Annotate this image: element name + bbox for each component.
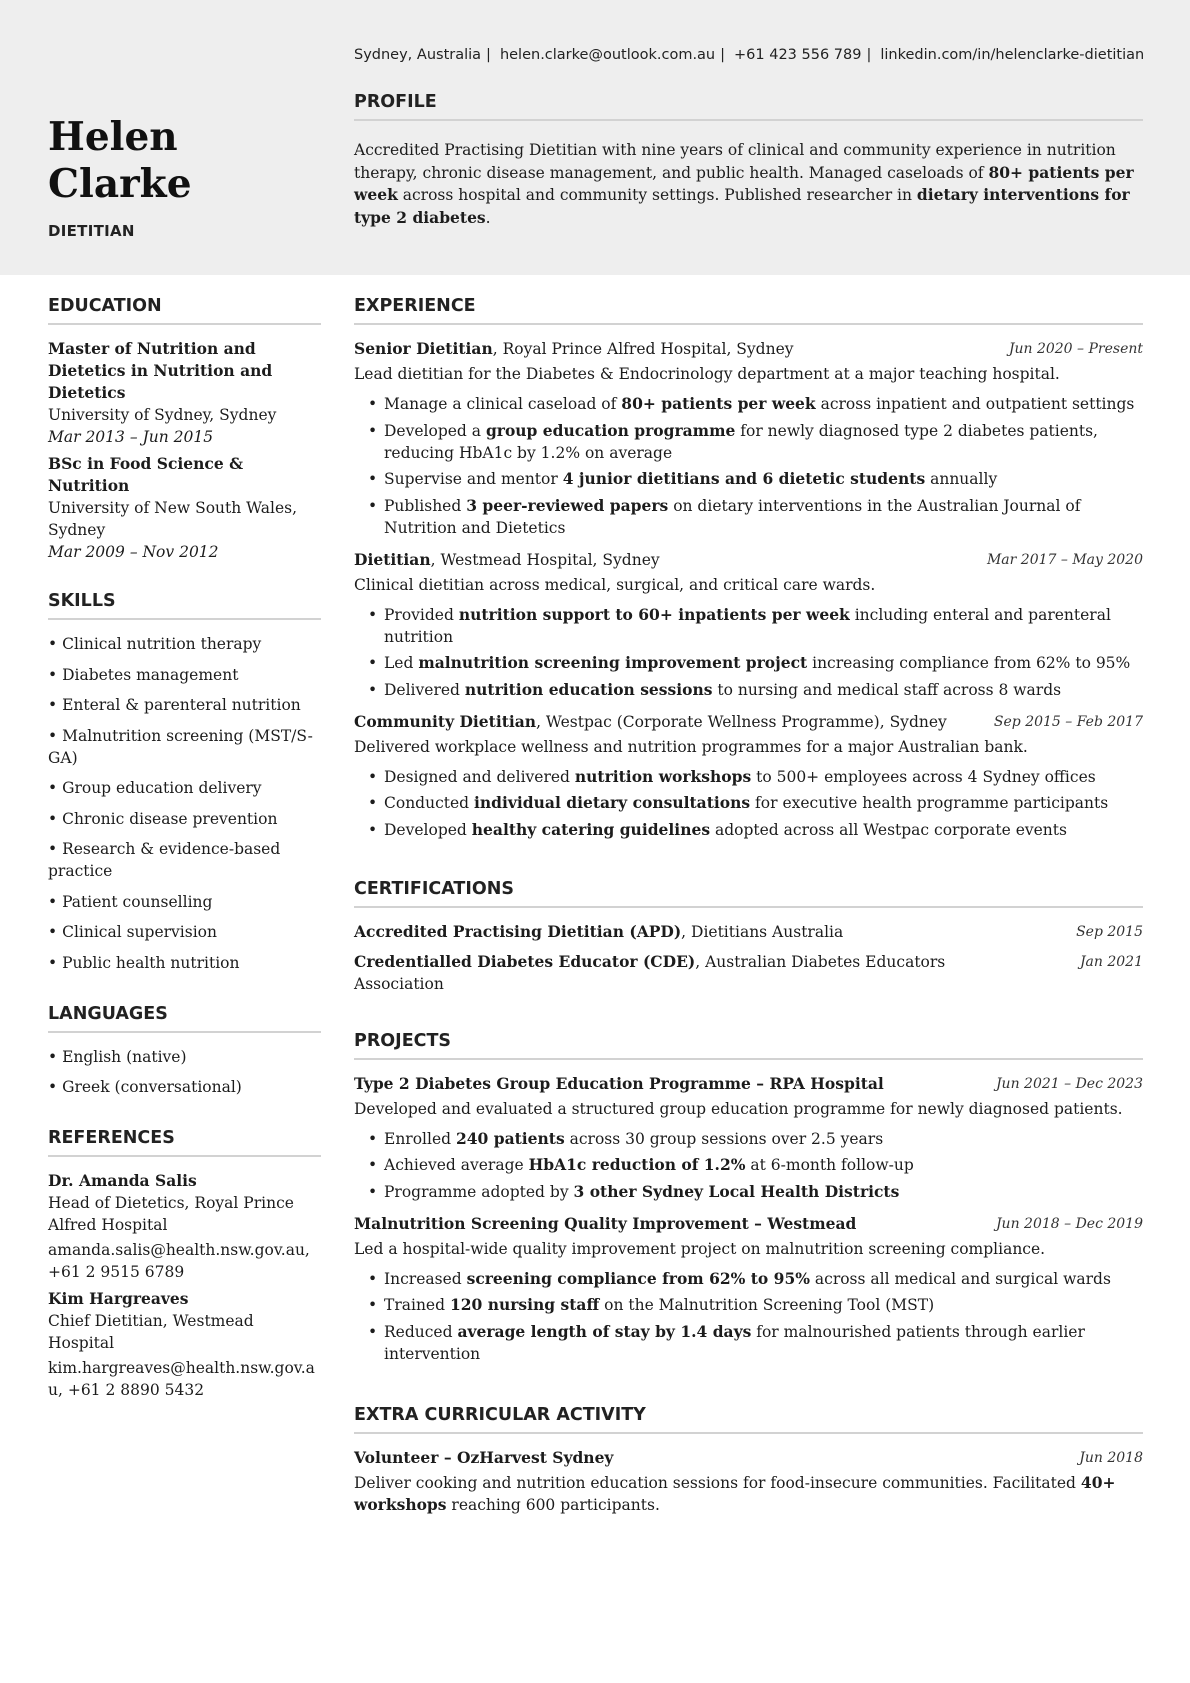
section-title-projects: PROJECTS bbox=[354, 1031, 1143, 1060]
text-run: on the Malnutrition Screening Tool (MST) bbox=[599, 1296, 935, 1314]
certification-entry bbox=[354, 921, 1143, 943]
job-dates: Sep 2015 – Feb 2017 bbox=[993, 713, 1143, 730]
certification-date: Jan 2021 bbox=[1079, 953, 1143, 970]
bullet-item bbox=[368, 679, 1143, 701]
job-dates: Jun 2020 – Present bbox=[1008, 341, 1143, 357]
contact-email[interactable]: helen.clarke@outlook.com.au bbox=[499, 47, 716, 63]
job-description: Delivered workplace wellness and nutrition programmes for a major Australian bank. bbox=[354, 737, 1028, 756]
contact-phone[interactable]: +61 423 556 789 bbox=[734, 47, 862, 63]
text-run: across hospital and community settings. Published researcher in bbox=[397, 186, 917, 204]
contact-location: Sydney, Australia bbox=[354, 47, 482, 63]
languages-section bbox=[48, 1004, 321, 1099]
experience-list bbox=[354, 338, 1143, 841]
bullet-item bbox=[368, 819, 1143, 841]
skills-list bbox=[48, 633, 321, 974]
highlight-text: HbA1c reduction of 1.2% bbox=[528, 1155, 746, 1174]
education-degree: Master of Nutrition and Dietetics in Nutrition and Dietetics bbox=[48, 339, 273, 402]
text-run: Developed a bbox=[384, 421, 486, 440]
education-list bbox=[48, 338, 321, 563]
highlight-text: nutrition education sessions bbox=[464, 679, 713, 699]
highlight-text: 120 nursing staff bbox=[449, 1295, 600, 1314]
text-run: Trained bbox=[384, 1296, 450, 1314]
certification-issuer: , Dietitians Australia bbox=[681, 922, 844, 941]
text-run: Led bbox=[384, 654, 419, 672]
certifications-section bbox=[354, 879, 1143, 995]
bullet-list bbox=[368, 1128, 1143, 1203]
contact-separator: | bbox=[866, 47, 872, 63]
section-title-extracurricular: EXTRA CURRICULAR ACTIVITY bbox=[354, 1405, 1143, 1434]
entry-header bbox=[354, 549, 1143, 571]
reference-position: Head of Dietetics, Royal Prince Alfred Hospital bbox=[48, 1194, 294, 1234]
text-run: adopted across all Westpac corporate events bbox=[710, 820, 1067, 839]
contact-separator: | bbox=[720, 47, 726, 63]
contact-separator: | bbox=[486, 47, 491, 63]
activity-description bbox=[354, 1472, 1143, 1516]
profile-section bbox=[354, 92, 1143, 229]
contact-line bbox=[354, 47, 1144, 63]
language-item: • English (native) bbox=[48, 1046, 321, 1068]
project-header bbox=[354, 1213, 1143, 1235]
text-run: Reduced bbox=[384, 1322, 458, 1341]
education-school: University of New South Wales, Sydney bbox=[48, 499, 297, 539]
bullet-item bbox=[368, 766, 1143, 788]
text-run: for newly diagnosed type 2 diabetes patients, reducing HbA1c by 1.2% on average bbox=[384, 421, 1098, 462]
highlight-text: 40+ workshops bbox=[354, 1472, 1116, 1514]
highlight-text: 3 peer-reviewed papers bbox=[466, 495, 669, 515]
bullet-item bbox=[368, 420, 1143, 464]
highlight-text: 80+ patients per week bbox=[354, 162, 1134, 204]
skill-item: • Public health nutrition bbox=[48, 952, 321, 974]
bullet-list bbox=[368, 766, 1143, 841]
text-run: for executive health programme participants bbox=[750, 794, 1109, 812]
bullet-item bbox=[368, 1268, 1143, 1290]
contact-linkedin[interactable]: linkedin.com/in/helenclarke-dietitian bbox=[880, 47, 1145, 63]
language-item: • Greek (conversational) bbox=[48, 1076, 321, 1098]
project-dates: Jun 2021 – Dec 2023 bbox=[995, 1075, 1143, 1092]
activity-name: Volunteer – OzHarvest Sydney bbox=[354, 1447, 614, 1467]
reference-contact[interactable]: kim.hargreaves@health.nsw.gov.au, +61 2 8890 5432 bbox=[48, 1359, 315, 1399]
right-column bbox=[354, 296, 1143, 1524]
reference-name: Kim Hargreaves bbox=[48, 1289, 189, 1308]
text-run: Provided bbox=[384, 605, 459, 624]
bullet-item bbox=[368, 792, 1143, 814]
text-run: Published bbox=[384, 496, 467, 515]
reference-name: Dr. Amanda Salis bbox=[48, 1171, 197, 1190]
bullet-item bbox=[368, 1181, 1143, 1203]
highlight-text: 80+ patients per week bbox=[621, 394, 816, 413]
reference-position: Chief Dietitian, Westmead Hospital bbox=[48, 1312, 254, 1352]
job-description: Clinical dietitian across medical, surgical, and critical care wards. bbox=[354, 575, 876, 594]
experience-entry bbox=[354, 338, 1143, 539]
text-run: across inpatient and outpatient settings bbox=[815, 395, 1135, 413]
section-title-experience: EXPERIENCE bbox=[354, 296, 1143, 325]
highlight-text: screening compliance from 62% to 95% bbox=[466, 1268, 810, 1288]
experience-section bbox=[354, 296, 1143, 841]
employer: , Royal Prince Alfred Hospital, Sydney bbox=[492, 340, 794, 358]
text-run: including enteral and parenteral nutrition bbox=[384, 605, 1111, 646]
text-run: increasing compliance from 62% to 95% bbox=[807, 654, 1131, 672]
job-title: Dietitian bbox=[354, 549, 431, 569]
highlight-text: individual dietary consultations bbox=[474, 793, 751, 812]
highlight-text: average length of stay by 1.4 days bbox=[457, 1321, 752, 1341]
bullet-list bbox=[368, 604, 1143, 701]
highlight-text: healthy catering guidelines bbox=[471, 819, 711, 839]
project-dates: Jun 2018 – Dec 2019 bbox=[995, 1215, 1143, 1232]
bullet-item bbox=[368, 652, 1143, 674]
text-run: Delivered bbox=[384, 680, 465, 699]
profile-summary bbox=[354, 139, 1143, 229]
highlight-text: dietary interventions for type 2 diabetes bbox=[354, 185, 1130, 227]
references-list bbox=[48, 1170, 321, 1401]
text-run: Accredited Practising Dietitian with nine years of clinical and community experience in nutrition therapy, chronic disease management, and public health. Managed caseloads of bbox=[354, 141, 1116, 182]
highlight-text: malnutrition screening improvement project bbox=[418, 653, 808, 672]
job-title: Senior Dietitian bbox=[354, 339, 493, 358]
education-section bbox=[48, 296, 321, 563]
bullet-item bbox=[368, 393, 1143, 415]
text-run: to nursing and medical staff across 8 wards bbox=[712, 680, 1062, 699]
education-school: University of Sydney, Sydney bbox=[48, 406, 277, 424]
text-run: Supervise and mentor bbox=[384, 470, 563, 488]
project-header bbox=[354, 1073, 1143, 1095]
skill-item: • Patient counselling bbox=[48, 891, 321, 913]
languages-list bbox=[48, 1046, 321, 1099]
highlight-text: 240 patients bbox=[455, 1128, 565, 1148]
candidate-role: DIETITIAN bbox=[48, 222, 135, 240]
skill-item: • Group education delivery bbox=[48, 777, 321, 799]
text-run: Developed bbox=[384, 820, 472, 839]
highlight-text: 3 other Sydney Local Health Districts bbox=[573, 1181, 900, 1201]
experience-entry bbox=[354, 711, 1143, 841]
employer: , Westmead Hospital, Sydney bbox=[430, 550, 660, 569]
section-title-profile: PROFILE bbox=[354, 92, 1143, 121]
project-description: Led a hospital-wide quality improvement project on malnutrition screening compliance. bbox=[354, 1239, 1046, 1258]
education-dates: Mar 2013 – Jun 2015 bbox=[48, 428, 214, 446]
text-run: annually bbox=[925, 470, 998, 488]
education-dates: Mar 2009 – Nov 2012 bbox=[48, 543, 219, 561]
certification-name: Credentialled Diabetes Educator (CDE) bbox=[354, 951, 696, 971]
text-run: Programme adopted by bbox=[384, 1182, 574, 1201]
text-run: across all medical and surgical wards bbox=[809, 1269, 1111, 1288]
text-run: for malnourished patients through earlier intervention bbox=[384, 1322, 1085, 1363]
bullet-item bbox=[368, 604, 1143, 648]
text-run: . bbox=[485, 208, 491, 227]
project-name: Type 2 Diabetes Group Education Programme – RPA Hospital bbox=[354, 1073, 884, 1093]
bullet-item bbox=[368, 1154, 1143, 1176]
employer: , Westpac (Corporate Wellness Programme), Sydney bbox=[536, 712, 947, 731]
skills-section bbox=[48, 591, 321, 974]
text-run: Designed and delivered bbox=[384, 767, 575, 786]
highlight-text: nutrition support to 60+ inpatients per week bbox=[458, 604, 850, 624]
candidate-name: Helen Clarke bbox=[48, 114, 192, 207]
education-degree: BSc in Food Science & Nutrition bbox=[48, 454, 244, 495]
experience-entry bbox=[354, 549, 1143, 701]
highlight-text: nutrition workshops bbox=[574, 766, 752, 786]
skill-item: • Diabetes management bbox=[48, 664, 321, 686]
section-title-education: EDUCATION bbox=[48, 296, 321, 325]
text-run: Achieved average bbox=[384, 1156, 529, 1174]
activity-date: Jun 2018 bbox=[1079, 1449, 1143, 1466]
references-section bbox=[48, 1128, 321, 1401]
certification-issuer: , Australian Diabetes Educators Association bbox=[354, 952, 946, 993]
projects-section bbox=[354, 1031, 1143, 1365]
entry-header bbox=[354, 338, 1143, 360]
text-run: Deliver cooking and nutrition education sessions for food-insecure communities. Facilitated bbox=[354, 1473, 1081, 1492]
text-run: at 6-month follow-up bbox=[745, 1156, 914, 1174]
job-title: Community Dietitian bbox=[354, 711, 537, 731]
text-run: across 30 group sessions over 2.5 years bbox=[564, 1129, 884, 1148]
skill-item: • Clinical supervision bbox=[48, 921, 321, 943]
section-title-skills: SKILLS bbox=[48, 591, 321, 620]
certification-name: Accredited Practising Dietitian (APD) bbox=[354, 921, 682, 941]
section-title-references: REFERENCES bbox=[48, 1128, 321, 1157]
bullet-item bbox=[368, 1321, 1143, 1365]
job-dates: Mar 2017 – May 2020 bbox=[986, 551, 1143, 568]
projects-list bbox=[354, 1073, 1143, 1365]
skill-item: • Malnutrition screening (MST/S-GA) bbox=[48, 725, 321, 769]
certification-entry bbox=[354, 951, 1143, 995]
section-title-certifications: CERTIFICATIONS bbox=[354, 879, 1143, 908]
text-run: Enrolled bbox=[384, 1129, 456, 1148]
text-run: Increased bbox=[384, 1269, 467, 1288]
reference-contact[interactable]: amanda.salis@health.nsw.gov.au, +61 2 9515 6789 bbox=[48, 1241, 310, 1281]
bullet-item bbox=[368, 468, 1143, 490]
activity-header bbox=[354, 1447, 1143, 1469]
bullet-item bbox=[368, 495, 1143, 539]
bullet-list bbox=[368, 393, 1143, 539]
extracurricular-section bbox=[354, 1405, 1143, 1516]
entry-header bbox=[354, 711, 1143, 733]
project-name: Malnutrition Screening Quality Improvement – Westmead bbox=[354, 1213, 857, 1233]
certifications-list bbox=[354, 921, 1143, 995]
project-description: Developed and evaluated a structured group education programme for newly diagnosed patients. bbox=[354, 1099, 1123, 1118]
bullet-item bbox=[368, 1128, 1143, 1150]
highlight-text: group education programme bbox=[485, 420, 736, 440]
bullet-item bbox=[368, 1294, 1143, 1316]
job-description: Lead dietitian for the Diabetes & Endocrinology department at a major teaching hospital. bbox=[354, 365, 1060, 383]
text-run: to 500+ employees across 4 Sydney offices bbox=[751, 767, 1096, 786]
extracurricular-list bbox=[354, 1447, 1143, 1516]
highlight-text: 4 junior dietitians and 6 dietetic students bbox=[562, 469, 926, 488]
text-run: Manage a clinical caseload of bbox=[384, 395, 622, 413]
text-run: on dietary interventions in the Australian Journal of Nutrition and Dietetics bbox=[384, 496, 1081, 537]
skill-item: • Chronic disease prevention bbox=[48, 808, 321, 830]
project-entry bbox=[354, 1213, 1143, 1365]
certification-date: Sep 2015 bbox=[1076, 923, 1143, 940]
text-run: reaching 600 participants. bbox=[446, 1495, 660, 1514]
skill-item: • Enteral & parenteral nutrition bbox=[48, 694, 321, 716]
section-title-languages: LANGUAGES bbox=[48, 1004, 321, 1033]
bullet-list bbox=[368, 1268, 1143, 1365]
skill-item: • Research & evidence-based practice bbox=[48, 838, 321, 882]
text-run: Conducted bbox=[384, 794, 475, 812]
project-entry bbox=[354, 1073, 1143, 1203]
left-column bbox=[48, 296, 321, 1406]
skill-item: • Clinical nutrition therapy bbox=[48, 633, 321, 655]
